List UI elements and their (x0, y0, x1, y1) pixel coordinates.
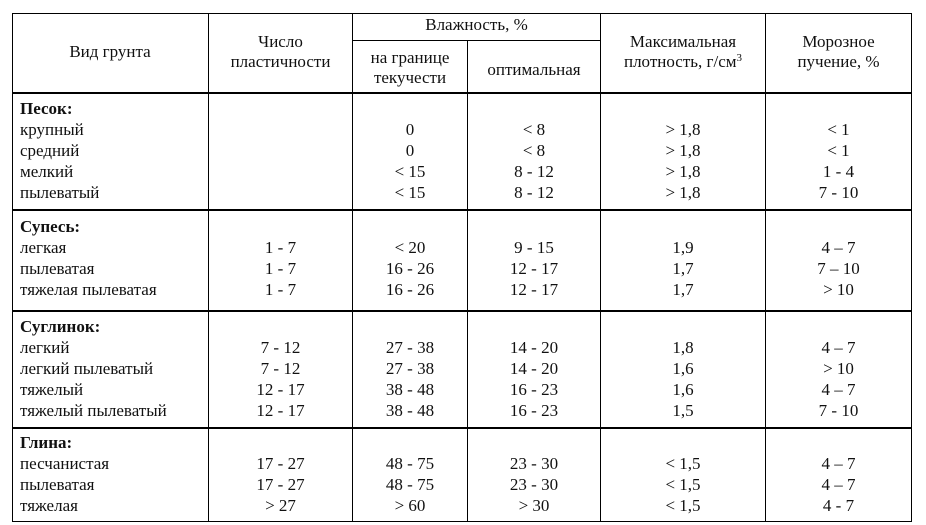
heave-cell: 7 - 10 (818, 183, 859, 202)
limit-cell: 0 (405, 141, 415, 160)
plasticity-cell: 12 - 17 (256, 380, 305, 399)
soil-name-cell: легкий пылеватый (20, 359, 154, 378)
limit-cell: 38 - 48 (385, 401, 435, 420)
plasticity-cell (209, 161, 352, 182)
group-title: Суглинок: (20, 317, 101, 336)
heave-cell: > 10 (823, 359, 854, 378)
plasticity-cell: 7 - 12 (260, 338, 301, 357)
header-max-density-line2 (601, 51, 765, 72)
heave-cell: > 10 (823, 280, 854, 299)
heave-cell: 4 – 7 (821, 338, 856, 357)
group-title: Супесь: (20, 217, 81, 236)
plasticity-cell: 1 - 7 (264, 280, 297, 299)
optimal-cell: > 30 (518, 496, 550, 515)
density-cell: 1,5 (672, 401, 694, 420)
heave-cell: 7 – 10 (817, 259, 860, 278)
density-cell: > 1,8 (665, 162, 701, 181)
soil-name-cell: тяжелый пылеватый (20, 401, 167, 420)
limit-cell: > 60 (394, 496, 426, 515)
soil-name-cell: крупный (20, 120, 84, 139)
limit-cell: 48 - 75 (385, 475, 435, 494)
plasticity-cell: 17 - 27 (256, 475, 305, 494)
optimal-cell: 12 - 17 (509, 259, 559, 278)
limit-cell: 48 - 75 (385, 454, 435, 473)
plasticity-cell: 1 - 7 (264, 259, 297, 278)
limit-cell: 16 - 26 (385, 259, 435, 278)
limit-cell: < 15 (394, 162, 426, 181)
header-soil-type: Вид грунта (69, 42, 151, 61)
plasticity-cell: 1 - 7 (264, 238, 297, 257)
limit-cell: < 15 (394, 183, 426, 202)
optimal-cell: 14 - 20 (509, 338, 559, 357)
density-cell: > 1,8 (665, 183, 701, 202)
header-humidity: Влажность, % (425, 15, 528, 34)
soil-name-cell: легкий (20, 338, 70, 357)
soil-name-cell: тяжелая пылеватая (20, 280, 157, 299)
density-cell: > 1,8 (665, 120, 701, 139)
group-title: Глина: (20, 433, 73, 452)
heave-cell: < 1 (827, 120, 850, 139)
density-cell: 1,9 (672, 238, 694, 257)
limit-cell: 27 - 38 (385, 338, 435, 357)
heave-cell: 4 - 7 (822, 496, 855, 515)
header-frost-heave-line1: Морозное (802, 32, 875, 51)
optimal-cell: 8 - 12 (514, 162, 554, 181)
soil-name-cell: мелкий (20, 162, 74, 181)
header-max-density-exponent: 3 (736, 52, 743, 64)
optimal-cell: < 8 (522, 141, 546, 160)
header-plasticity-line1: Число (258, 32, 303, 51)
header-frost-heave-line2: пучение, % (797, 52, 880, 71)
group-title: Песок: (20, 99, 73, 118)
table-border-right (911, 13, 912, 522)
group-divider (12, 209, 912, 211)
soil-name-cell: пылеватый (20, 183, 100, 202)
plasticity-cell: 7 - 12 (260, 359, 301, 378)
soil-name-cell: тяжелый (20, 380, 84, 399)
optimal-cell: < 8 (522, 120, 546, 139)
header-max-density-unit: плотность, г/см (623, 52, 737, 71)
heave-cell: 4 – 7 (821, 475, 856, 494)
header-humidity-optimal: оптимальная (487, 60, 581, 79)
header-humidity-limit-line1: на границе (370, 48, 450, 67)
plasticity-cell (209, 182, 352, 203)
density-cell: 1,7 (672, 259, 694, 278)
limit-cell: 0 (405, 120, 415, 139)
density-cell: 1,6 (672, 380, 694, 399)
optimal-cell: 8 - 12 (514, 183, 554, 202)
optimal-cell: 23 - 30 (509, 454, 559, 473)
density-cell: > 1,8 (665, 141, 701, 160)
plasticity-cell: 17 - 27 (256, 454, 305, 473)
heave-cell: 1 - 4 (822, 162, 855, 181)
heave-cell: < 1 (827, 141, 850, 160)
limit-cell: 38 - 48 (385, 380, 435, 399)
density-cell: 1,8 (672, 338, 694, 357)
heave-cell: 4 – 7 (821, 238, 856, 257)
optimal-cell: 9 - 15 (514, 238, 554, 257)
heave-cell: 4 – 7 (821, 454, 856, 473)
group-divider (12, 427, 912, 429)
plasticity-cell (209, 140, 352, 161)
optimal-cell: 23 - 30 (509, 475, 559, 494)
table-border-left (12, 13, 13, 522)
header-plasticity-line2: пластичности (230, 52, 331, 71)
density-cell: < 1,5 (665, 454, 701, 473)
soil-name-cell: тяжелая (20, 496, 78, 515)
group-divider (12, 310, 912, 312)
optimal-cell: 12 - 17 (509, 280, 559, 299)
density-cell: < 1,5 (665, 475, 701, 494)
table-border-bottom (12, 521, 912, 522)
optimal-cell: 14 - 20 (509, 359, 559, 378)
optimal-cell: 16 - 23 (509, 380, 559, 399)
plasticity-cell: 12 - 17 (256, 401, 305, 420)
soil-name-cell: пылеватая (20, 475, 95, 494)
header-bottom-line (12, 92, 912, 94)
optimal-cell: 16 - 23 (509, 401, 559, 420)
soil-name-cell: пылеватая (20, 259, 95, 278)
humidity-subheader-line (352, 40, 600, 41)
heave-cell: 4 – 7 (821, 380, 856, 399)
header-humidity-limit-line2: текучести (373, 68, 447, 87)
density-cell: < 1,5 (665, 496, 701, 515)
limit-cell: 16 - 26 (385, 280, 435, 299)
header-max-density-line1: Максимальная (629, 32, 737, 51)
density-cell: 1,7 (672, 280, 694, 299)
density-cell: 1,6 (672, 359, 694, 378)
plasticity-cell (209, 119, 352, 140)
plasticity-cell: > 27 (265, 496, 296, 515)
limit-cell: < 20 (394, 238, 426, 257)
soil-name-cell: песчанистая (20, 454, 110, 473)
limit-cell: 27 - 38 (385, 359, 435, 378)
soil-name-cell: средний (20, 141, 80, 160)
soil-name-cell: легкая (20, 238, 67, 257)
heave-cell: 7 - 10 (818, 401, 859, 420)
